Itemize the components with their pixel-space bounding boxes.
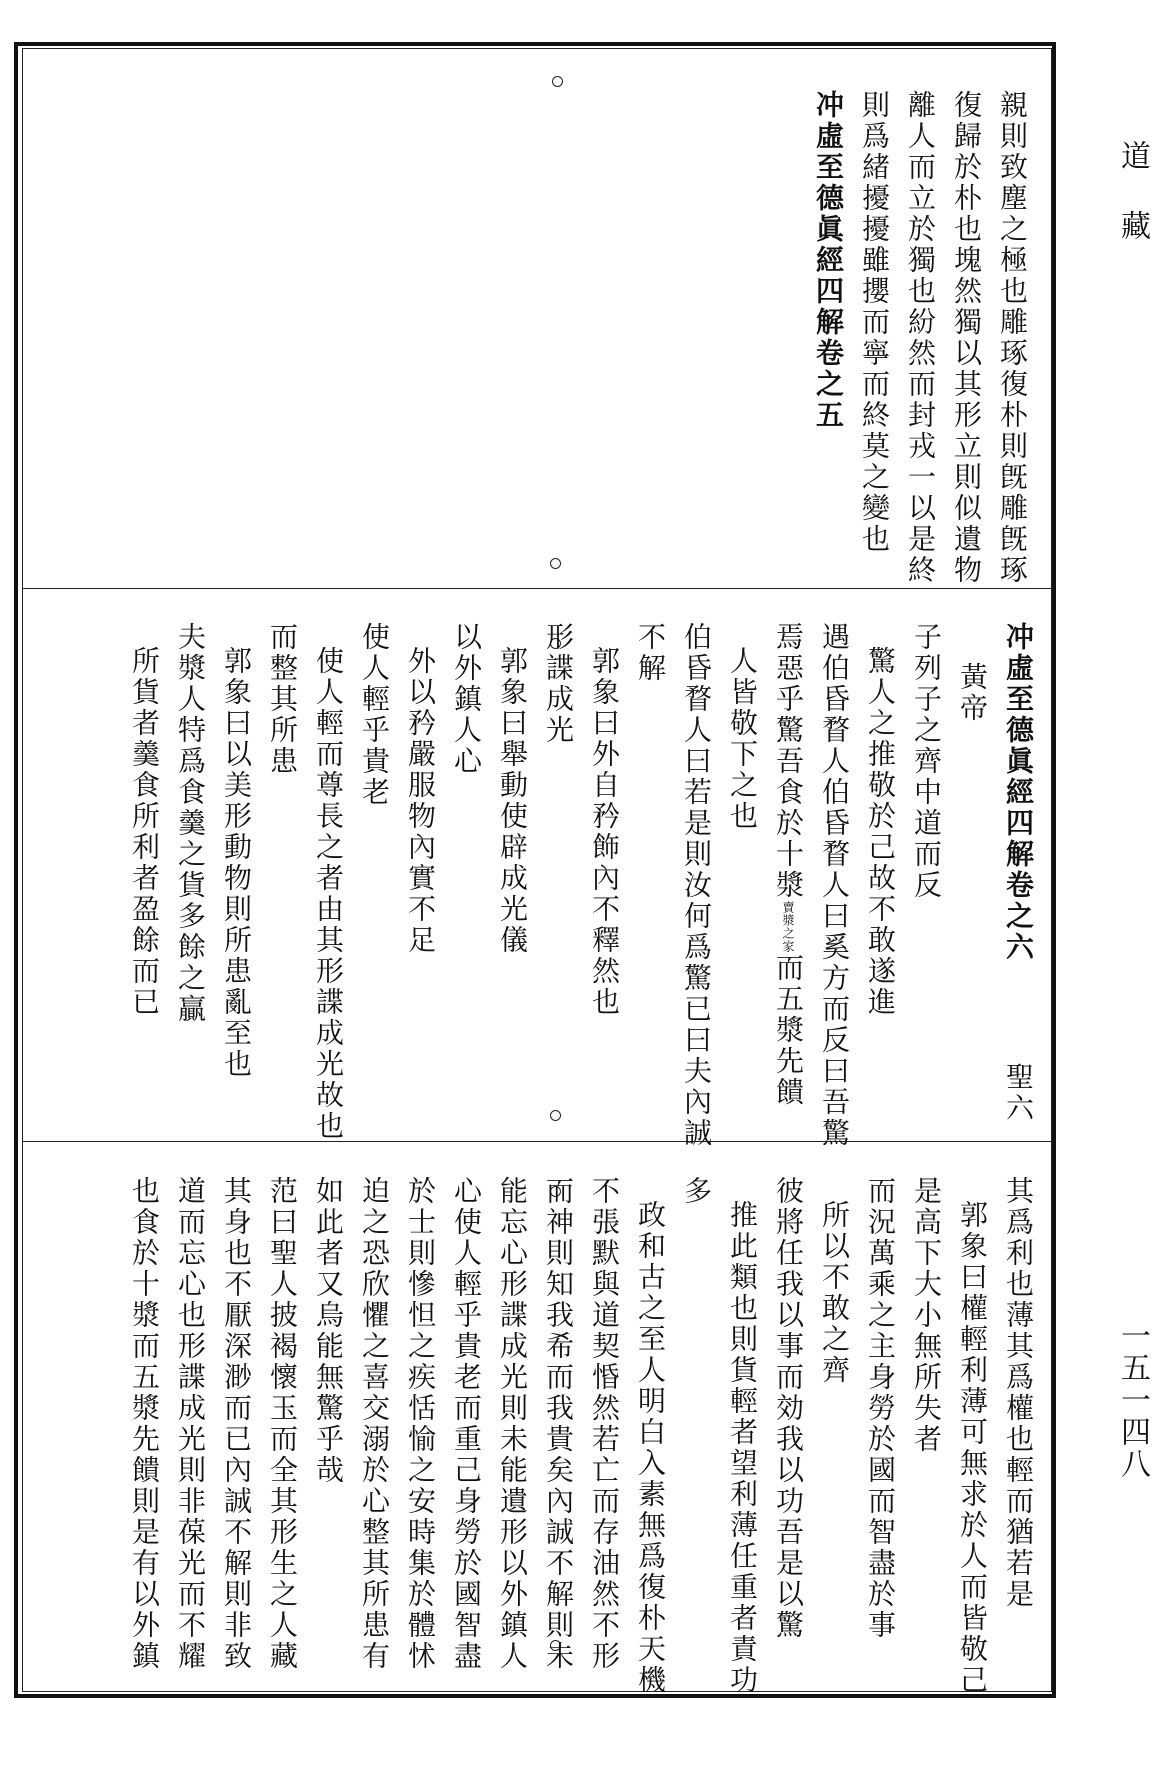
chapter-heading: 黃帝 [956, 662, 989, 724]
text-column: 形諜成光 [542, 622, 575, 746]
text-column: 伯昏瞀人曰若是則汝何爲驚已曰夫內誠 [680, 622, 713, 1149]
text-column: 其身也不厭深渺而已內誠不解則非致 [220, 1176, 253, 1672]
text-column: 范曰聖人披褐懷玉而全其形生之人藏 [266, 1176, 299, 1672]
text-column: 親則致塵之極也雕琢復朴則旣雕旣琢 [996, 90, 1029, 586]
text-segment: 而五漿先饋 [772, 953, 805, 1108]
text-column: 復歸於朴也塊然獨以其形立則似遺物 [950, 90, 983, 586]
panel-divider-1 [22, 588, 1052, 589]
commentary-column: 政和古之至人明白入素無爲復朴天機 [634, 1200, 667, 1696]
text-column: 則爲緒擾擾雖攖而寧而終莫之變也 [858, 90, 891, 555]
text-column: 心使人輕乎貴老而重己身勞於國智盡 [450, 1176, 483, 1672]
binding-hole [552, 76, 563, 87]
text-column: 而神則知我希而我貴矣內誠不解則未 [542, 1176, 575, 1672]
commentary-column: 郭象曰以美形動物則所患亂至也 [220, 646, 253, 1080]
commentary-column: 推此類也則貨輕者望利薄任重者責功 [726, 1200, 759, 1696]
commentary-column: 驚人之推敬於己故不敢遂進 [864, 646, 897, 1018]
commentary-column: 郭象曰權輕利薄可無求於人而皆敬己 [956, 1200, 989, 1696]
text-column: 彼將任我以事而効我以功吾是以驚 [772, 1176, 805, 1641]
commentary-column: 郭象曰舉動使辟成光儀 [496, 646, 529, 956]
text-column: 所以不敢之齊 [818, 1200, 851, 1386]
text-column: 於士則慘怛之疾恬愉之安時集於體怵 [404, 1176, 437, 1672]
text-column: 多 [680, 1176, 713, 1207]
text-column: 子列子之齊中道而反 [910, 622, 943, 901]
text-column: 不解 [634, 622, 667, 684]
commentary-column: 人皆敬下之也 [726, 646, 759, 832]
text-column: 如此者又烏能無驚乎哉 [312, 1176, 345, 1486]
text-column: 道而忘心也形諜成光則非葆光而不耀 [174, 1176, 207, 1672]
text-column: 遇伯昏瞀人伯昏瞀人曰奚方而反曰吾驚 [818, 622, 851, 1149]
page-number: 一五一四八 [1115, 1320, 1150, 1480]
inline-note: 賣漿之家 [781, 901, 795, 953]
text-column: 使人輕乎貴老 [358, 622, 391, 808]
commentary-column: 使人輕而尊長之者由其形諜成光故也 [312, 646, 345, 1142]
text-column: 夫漿人特爲食羹之貨多餘之贏 [174, 622, 207, 1025]
text-column [768, 622, 808, 1108]
panel-top [28, 90, 1046, 586]
text-column: 以外鎮人心 [450, 622, 483, 777]
text-column: 不張默與道契惛然若亡而存油然不形 [588, 1176, 621, 1672]
text-column: 是高下大小無所失者 [910, 1176, 943, 1455]
text-column: 也食於十漿而五漿先饋則是有以外鎮 [128, 1176, 161, 1672]
panel-middle [28, 622, 1046, 1149]
collection-label: 道藏 [1115, 140, 1150, 280]
text-column: 而整其所患 [266, 622, 299, 777]
commentary-column: 郭象曰外自矜飾內不釋然也 [588, 646, 621, 1018]
panel-divider-2 [22, 1141, 1052, 1142]
text-column: 其爲利也薄其爲權也輕而猶若是 [1002, 1176, 1035, 1610]
text-column: 能忘心形諜成光則未能遺形以外鎮人 [496, 1176, 529, 1672]
panel-bottom [28, 1176, 1046, 1696]
text-column: 迫之恐欣懼之喜交溺於心整其所患有 [358, 1176, 391, 1672]
text-segment: 焉惡乎驚吾食於十漿 [772, 622, 805, 901]
text-column: 而況萬乘之主身勞於國而智盡於事 [864, 1176, 897, 1641]
volume-title: 冲虛至德眞經四解卷之六 [1002, 622, 1035, 963]
commentary-column: 所貨者羹食所利者盈餘而已 [128, 646, 161, 1018]
folio-mark: 聖六 [1002, 1062, 1035, 1124]
volume-title: 冲虛至德眞經四解卷之五 [812, 90, 845, 431]
commentary-column: 外以矜嚴服物內實不足 [404, 646, 437, 956]
text-column: 離人而立於獨也紛然而封戎一以是終 [904, 90, 937, 586]
